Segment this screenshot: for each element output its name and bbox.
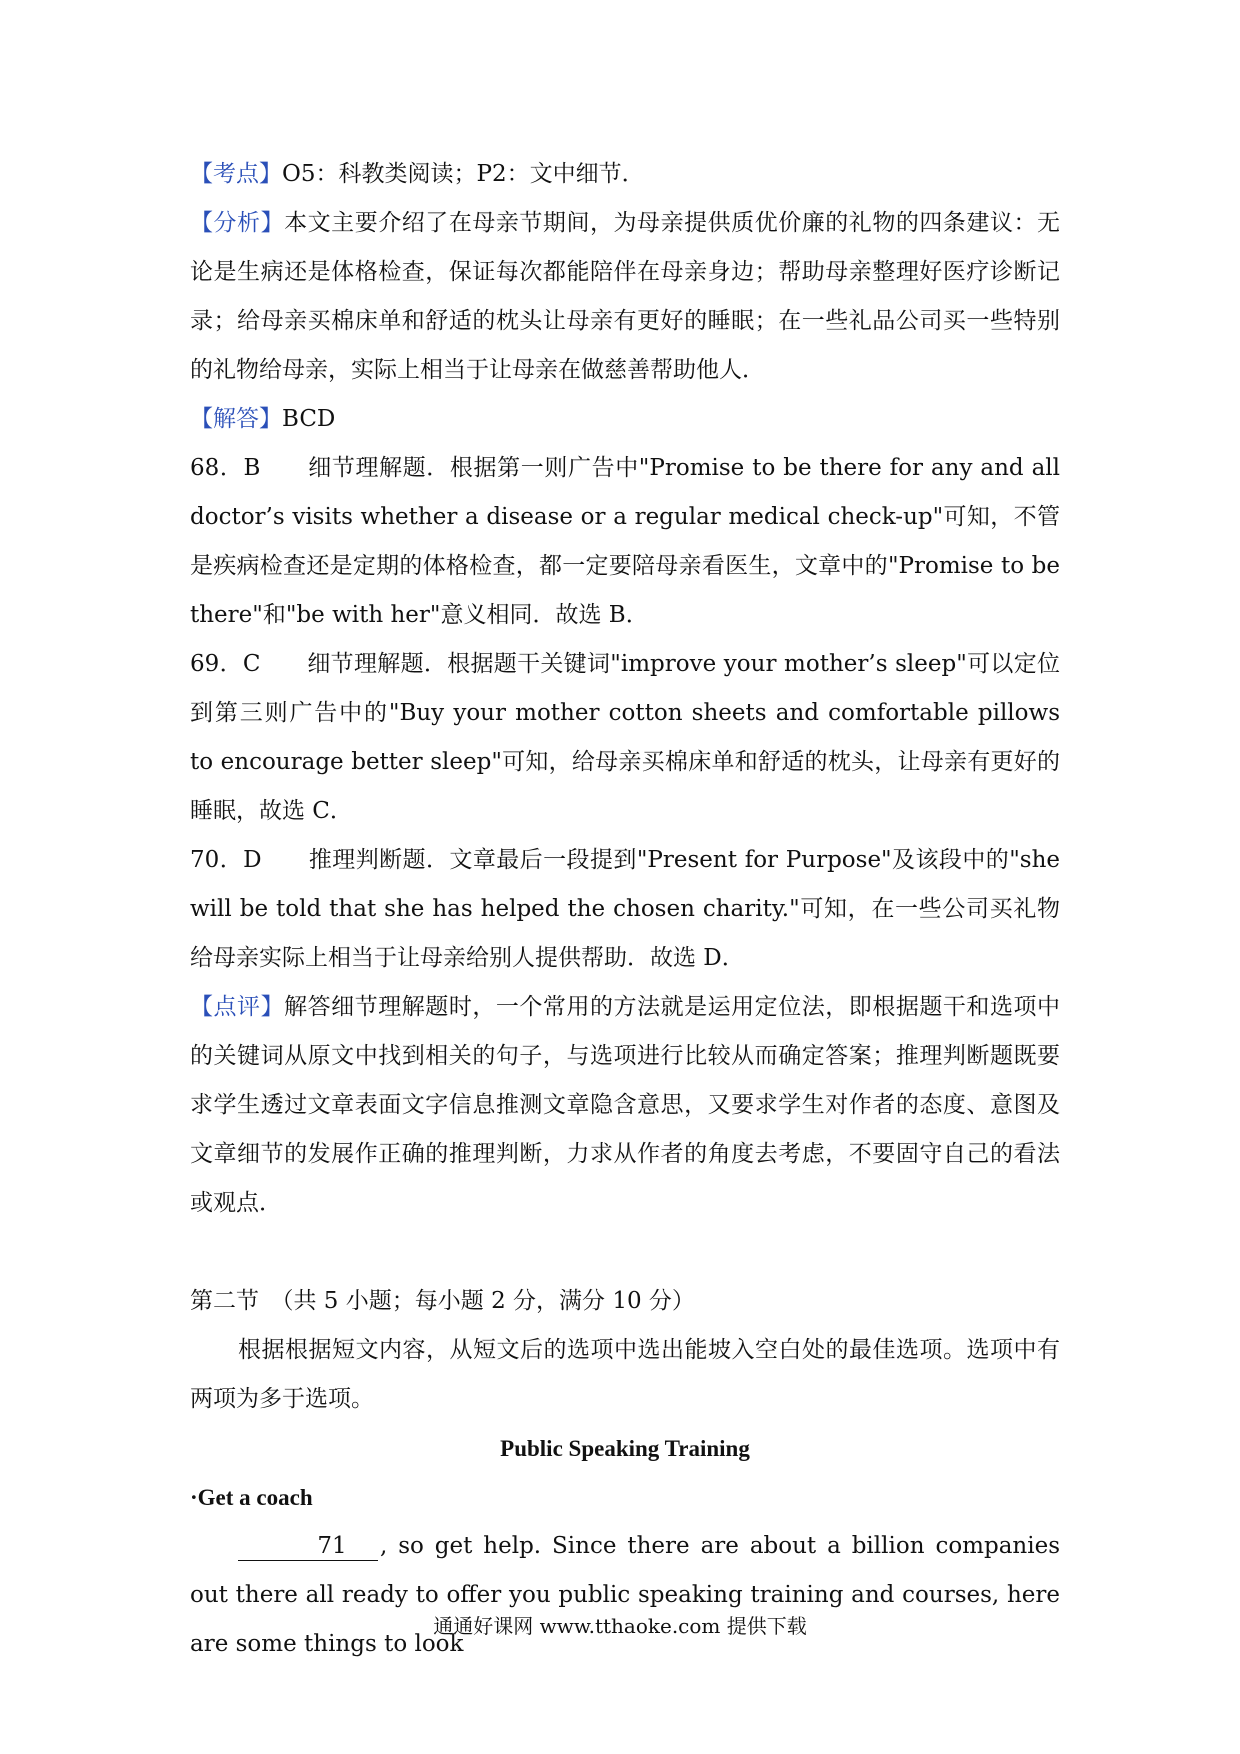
passage-subheading: ·Get a coach [190,1485,313,1510]
passage-title: Public Speaking Training [500,1436,750,1461]
section-heading: 第二节 （共 5 小题；每小题 2 分，满分 10 分） [190,1288,695,1314]
kaodian-paragraph [190,150,1060,199]
section-instructions: 根据根据短文内容，从短文后的选项中选出能坡入空白处的最佳选项。选项中有两项为多于选项。 [190,1337,1060,1412]
dianping-paragraph [190,983,1060,1228]
fenxi-text: 本文主要介绍了在母亲节期间，为母亲提供质优价廉的礼物的四条建议：无论是生病还是体格检查，保证每次都能陪伴在母亲身边；帮助母亲整理好医疗诊断记录；给母亲买棉床单和舒适的枕头让母亲有更好的睡眠；在一些礼品公司买一些特别的礼物给母亲，实际上相当于让母亲在做慈善帮助他人． [190,210,1061,383]
jieda-text: BCD [282,406,336,432]
dianping-tag: 【点评】 [190,994,285,1020]
fenxi-tag: 【分析】 [190,210,285,236]
jieda-tag: 【解答】 [190,406,282,432]
jieda-paragraph [190,395,1060,444]
page-footer: 通通好课网 www.tthaoke.com 提供下载 [433,1614,807,1638]
question-69-explanation: 69．C 细节理解题．根据题干关键词"improve your mother’s sleep"可以定位到第三则广告中的"Buy your mother cotton sheets and comfortable pillows to encourage better sleep"可知，给母亲买棉床单和舒适的枕头，让母亲有更好的睡眠，故选 C． [190,651,1060,824]
kaodian-text: O5：科教类阅读；P2：文中细节． [282,161,645,187]
blank-71: 71 [238,1532,378,1561]
question-70-explanation: 70．D 推理判断题．文章最后一段提到"Present for Purpose"及该段中的"she will be told that she has helped the chosen charity."可知，在一些公司买礼物给母亲实际上相当于让母亲给别人提供帮助．故选 D． [190,847,1060,971]
fenxi-paragraph [190,199,1060,395]
question-68-explanation: 68．B 细节理解题．根据第一则广告中"Promise to be there for any and all doctor’s visits whether a disease or a regular medical check-up"可知，不管是疾病检查还是定期的体格检查，都一定要陪母亲看医生，文章中的"Promise to be there"和"be with her"意义相同．故选 B． [190,455,1060,628]
passage-paragraph [190,1522,1060,1669]
dianping-text: 解答细节理解题时，一个常用的方法就是运用定位法，即根据题干和选项中的关键词从原文中找到相关的句子，与选项进行比较从而确定答案；推理判断题既要求学生透过文章表面文字信息推测文章隐含意思，又要求学生对作者的态度、意图及文章细节的发展作正确的推理判断，力求从作者的角度去考虑，不要固守自己的看法或观点． [190,994,1061,1216]
section-spacer [190,1228,1060,1277]
passage-text: , so get help. Since there are about a billion companies out there all ready to offer you public speaking training and courses, here are some things to look [190,1533,1060,1657]
document-body [190,150,1060,1669]
kaodian-tag: 【考点】 [190,161,282,187]
